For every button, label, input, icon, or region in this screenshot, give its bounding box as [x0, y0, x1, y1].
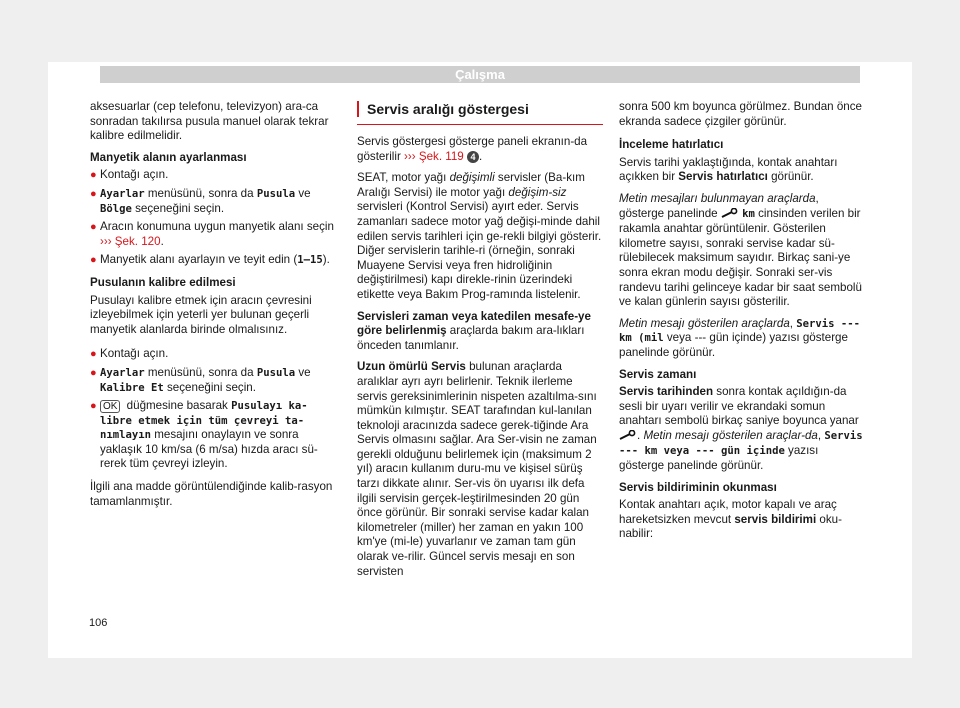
callout-number-icon: 4 [467, 151, 479, 163]
list-item: ● Manyetik alanı ayarlayın ve teyit edin (1–15). [90, 253, 330, 267]
bullet-icon: ● [90, 221, 97, 234]
paragraph: İlgili ana madde görüntülendiğinde kalib-rasyon tamamlanmıştır. [90, 480, 333, 508]
paragraph: Kontak anahtarı açık, motor kapalı ve araç hareketsizken mevcut servis bildirimi oku-nabilir: [619, 498, 842, 541]
heading-service-time: Servis zamanı [619, 367, 697, 381]
paragraph: Servisleri zaman veya katedilen mesafe-ye göre belirlenmiş araçlarda bakım ara-lıkları önceden tanımlanır. [357, 309, 591, 352]
figure-link[interactable]: ››› Şek. 120 [100, 234, 161, 248]
wrench-icon [721, 208, 739, 223]
paragraph: Servis tarihinden sonra kontak açıldığın-da sesli bir uyarı verilir ve ekrandaki somun anahtarı sembolü birkaç saniye boyunca yanar . Metin mesajı gösterilen araçlar-da, Servis --- km veya --- gün içinde yazısı gösterge panelinde görünür. [619, 385, 863, 473]
heading-inspection-reminder: İnceleme hatırlatıcı [619, 138, 724, 152]
heading-magnetic-field: Manyetik alanın ayarlanması [90, 150, 247, 164]
heading-marker [357, 101, 359, 117]
list-item: ● Kontağı açın. [90, 347, 169, 361]
page-number: 106 [89, 617, 108, 629]
column-right [619, 100, 865, 549]
paragraph: Servis göstergesi gösterge paneli ekranın-da gösterilir ››› Şek. 119 4 . [357, 135, 588, 163]
list-item: ● OK düğmesine basarak Pusulayı ka-libre etmek için tüm çevreyi ta-nımlayın mesajını onaylayın ve sonra yaklaşık 10 km/sa (6 m/sa) hızda aracı sü-rerek tüm çevreyi izleyin. [90, 399, 318, 471]
list-item: ● Kontağı açın. [90, 168, 169, 182]
paragraph: sonra 500 km boyunca görülmez. Bundan önce ekranda sadece çizgiler görünür. [619, 100, 862, 128]
bullet-icon: ● [90, 169, 97, 182]
intro-paragraph: aksesuarlar (cep telefonu, televizyon) ara-ca sonradan takılırsa pusula manuel olarak tekrar kalibre edilmelidir. [90, 100, 329, 143]
paragraph: Metin mesajı gösterilen araçlarda, Servis --- km (mil veya --- gün içinde) yazısı gösterge panelinde görünür. [619, 316, 860, 359]
paragraph: Metin mesajları bulunmayan araçlarda, gösterge panelinde km cinsinden verilen bir rakamla anahtar görüntülenir. Gösterilen kilometre sayısı, sonraki servise kadar sü-rülebilecek maksimum sayıdır. Birkaç sani-ye sonra ekran modu değişir. Sonraki ser-vis randevu tarihi gelinceye kadar bir saat sembolü ve kalan günlerin sayısı gösterilir. [619, 191, 862, 309]
heading-service-notification: Servis bildiriminin okunması [619, 480, 777, 494]
column-middle [357, 100, 603, 586]
paragraph: Pusulayı kalibre etmek için aracın çevresini izleyebilmek için yeterli yer bulunan geçerli manyetik alanlarda birinde olmalısınız. [90, 293, 312, 336]
section-heading: Servis aralığı göstergesi [357, 100, 603, 125]
bullet-icon: ● [90, 366, 97, 379]
list-item: ● Aracın konumuna uygun manyetik alanı seçin ››› Şek. 120. [90, 220, 334, 248]
chapter-header [100, 66, 860, 83]
bullet-icon: ● [90, 348, 97, 361]
paragraph: SEAT, motor yağı değişimli servisler (Ba-kım Aralığı Servisi) ile motor yağı değişim-siz servisleri (Kontrol Servisi) ayırt eder. Servis zamanları sadece motor yağ değişi-minde dahil edilen servis tarihleri için ge-rekli bilgiyi gösterir. Diğer servislerin tarihle-ri (örneğin, sonraki Muayene Servisi veya fren hidroliğinin değiştirilmesi) kapı direkle-rinin üzerindeki etikette veya Bakım Prog-ramında listelenir. [357, 171, 602, 301]
ok-button-symbol: OK [100, 400, 120, 413]
bullet-icon: ● [90, 187, 97, 200]
column-left [90, 100, 336, 516]
figure-link[interactable]: ››› Şek. 119 [404, 149, 464, 163]
list-item: ● Ayarlar menüsünü, sonra da Pusula ve Kalibre Et seçeneğini seçin. [90, 365, 311, 394]
chapter-title: Çalışma [455, 67, 505, 82]
bullet-icon: ● [90, 400, 97, 413]
paragraph: Uzun ömürlü Servis bulunan araçlarda aralıklar ayrı ayrı belirlenir. Teknik ilerleme servis gereksinimlerinin nispeten azaltılma-sını mümkün kılmıştır. SEAT tarafından kul-lanılan teknoloji aracınızda sadece gerek-tiğinde Ara Servis olmasını sağlar. Ara Ser-visin ne zaman gerekli olduğunu belirlemek için (maksimum 2 yıl) aracın kullanım duru-mu ve kişisel sürüş tarzı dikkate alınır. Ser-vis ön uyarısı ilk defa ilgili servisin gerçek-leştirilmesinden 20 gün önce görünür. Bir sonraki servise kadar kalan kilometreler (miller) her zaman en yakın 100 km'ye (mi-le) yuvarlanır ve zaman tam gün olarak ve-rilir. Güncel servis mesajı en son servisten [357, 360, 597, 578]
heading-compass-calibration: Pusulanın kalibre edilmesi [90, 275, 236, 289]
bullet-icon: ● [90, 254, 97, 267]
wrench-icon [619, 430, 637, 445]
list-item: ● Ayarlar menüsünü, sonra da Pusula ve Bölge seçeneğini seçin. [90, 186, 311, 215]
paragraph: Servis tarihi yaklaştığında, kontak anahtarı açıkken bir Servis hatırlatıcı görünür. [619, 155, 838, 184]
